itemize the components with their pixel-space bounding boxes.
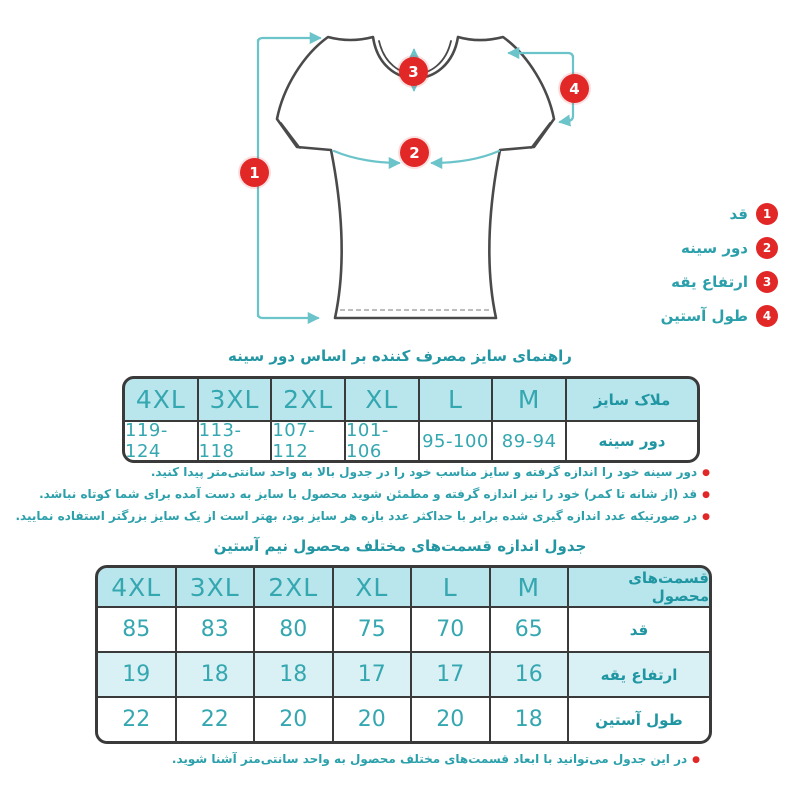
height-l: 70 xyxy=(412,608,489,651)
collar-2xl: 18 xyxy=(255,653,332,696)
chest-size-table xyxy=(122,376,700,463)
legend-item-collar xyxy=(661,271,778,293)
chest-range-l: 95-100 xyxy=(420,422,492,460)
legend-badge-4: 4 xyxy=(756,305,778,327)
legend-label-chest: دور سینه xyxy=(681,239,748,257)
size-guide-title: راهنمای سایز مصرف کننده بر اساس دور سینه xyxy=(228,347,572,365)
parts-header-label: قسمت‌های محصول xyxy=(569,568,709,606)
sleeve-row-label: طول آستین xyxy=(569,698,709,741)
height-4xl: 85 xyxy=(98,608,175,651)
legend-label-height: قد xyxy=(729,205,748,223)
chest-range-3xl: 113-118 xyxy=(199,422,271,460)
diagram-badge-sleeve: 4 xyxy=(560,74,589,103)
legend-label-sleeve: طول آستین xyxy=(660,307,748,325)
chest-range-2xl: 107-112 xyxy=(272,422,344,460)
sleeve-m: 18 xyxy=(491,698,568,741)
legend-item-sleeve xyxy=(661,305,778,327)
note-measure-height: ●قد (از شانه تا کمر) خود را نیز اندازه گرفته و مطمئن شوید محصول با سایز به دست آمده برای شما کوتاه نباشد. xyxy=(39,487,710,501)
diagram-badge-chest: 2 xyxy=(400,138,429,167)
size-header-4xl: 4XL xyxy=(125,379,197,420)
parts-table-title: جدول اندازه قسمت‌های مختلف محصول نیم آستین xyxy=(213,537,587,555)
chest-range-4xl: 119-124 xyxy=(125,422,197,460)
note-measure-chest: ●دور سینه خود را اندازه گرفته و سایز مناسب خود را در جدول بالا به واحد سانتی‌متر پیدا کنید. xyxy=(150,465,710,479)
collar-3xl: 18 xyxy=(177,653,254,696)
chest-range-m: 89-94 xyxy=(493,422,565,460)
sleeve-l: 20 xyxy=(412,698,489,741)
bullet-icon: ● xyxy=(702,490,710,500)
height-3xl: 83 xyxy=(177,608,254,651)
parts-header-2xl: 2XL xyxy=(255,568,332,606)
legend-item-chest xyxy=(661,237,778,259)
diagram-badge-height: 1 xyxy=(240,158,269,187)
parts-header-3xl: 3XL xyxy=(177,568,254,606)
size-header-3xl: 3XL xyxy=(199,379,271,420)
height-m: 65 xyxy=(491,608,568,651)
collar-4xl: 19 xyxy=(98,653,175,696)
parts-table-note xyxy=(172,749,700,771)
bullet-icon: ● xyxy=(702,468,710,478)
legend-item-height xyxy=(661,203,778,225)
size-header-l: L xyxy=(420,379,492,420)
parts-header-4xl: 4XL xyxy=(98,568,175,606)
legend-label-collar: ارتفاع یقه xyxy=(671,273,748,291)
diagram-badge-collar: 3 xyxy=(399,57,428,86)
parts-size-table xyxy=(95,565,712,744)
collar-l: 17 xyxy=(412,653,489,696)
height-bracket-bottom xyxy=(258,314,318,318)
size-guide-notes xyxy=(15,462,710,528)
sleeve-2xl: 20 xyxy=(255,698,332,741)
size-header-xl: XL xyxy=(346,379,418,420)
sleeve-3xl: 22 xyxy=(177,698,254,741)
collar-m: 16 xyxy=(491,653,568,696)
sleeve-4xl: 22 xyxy=(98,698,175,741)
size-header-2xl: 2XL xyxy=(272,379,344,420)
chest-row-label: دور سینه xyxy=(567,422,697,460)
note-upper-bound: ●در صورتیکه عدد اندازه گیری شده برابر با حداکثر عدد بازه هر سایز بود، بهتر است از یک سایز بزرگتر استفاده نمایید. xyxy=(15,509,710,523)
collar-row-label: ارتفاع یقه xyxy=(569,653,709,696)
sleeve-xl: 20 xyxy=(334,698,411,741)
size-criterion-header: ملاک سایز xyxy=(567,379,697,420)
note-parts-dimensions: ●در این جدول می‌توانید با ابعاد قسمت‌های مختلف محصول به واحد سانتی‌متر آشنا شوید. xyxy=(171,752,700,766)
bullet-icon: ● xyxy=(702,512,710,522)
bullet-icon: ● xyxy=(692,755,700,765)
collar-xl: 17 xyxy=(334,653,411,696)
measurement-legend xyxy=(661,203,778,327)
legend-badge-3: 3 xyxy=(756,271,778,293)
height-row-label: قد xyxy=(569,608,709,651)
size-header-m: M xyxy=(493,379,565,420)
parts-header-l: L xyxy=(412,568,489,606)
legend-badge-1: 1 xyxy=(756,203,778,225)
legend-badge-2: 2 xyxy=(756,237,778,259)
height-2xl: 80 xyxy=(255,608,332,651)
parts-header-xl: XL xyxy=(334,568,411,606)
parts-header-m: M xyxy=(491,568,568,606)
height-bracket-top xyxy=(258,38,320,42)
chest-range-xl: 101-106 xyxy=(346,422,418,460)
height-xl: 75 xyxy=(334,608,411,651)
